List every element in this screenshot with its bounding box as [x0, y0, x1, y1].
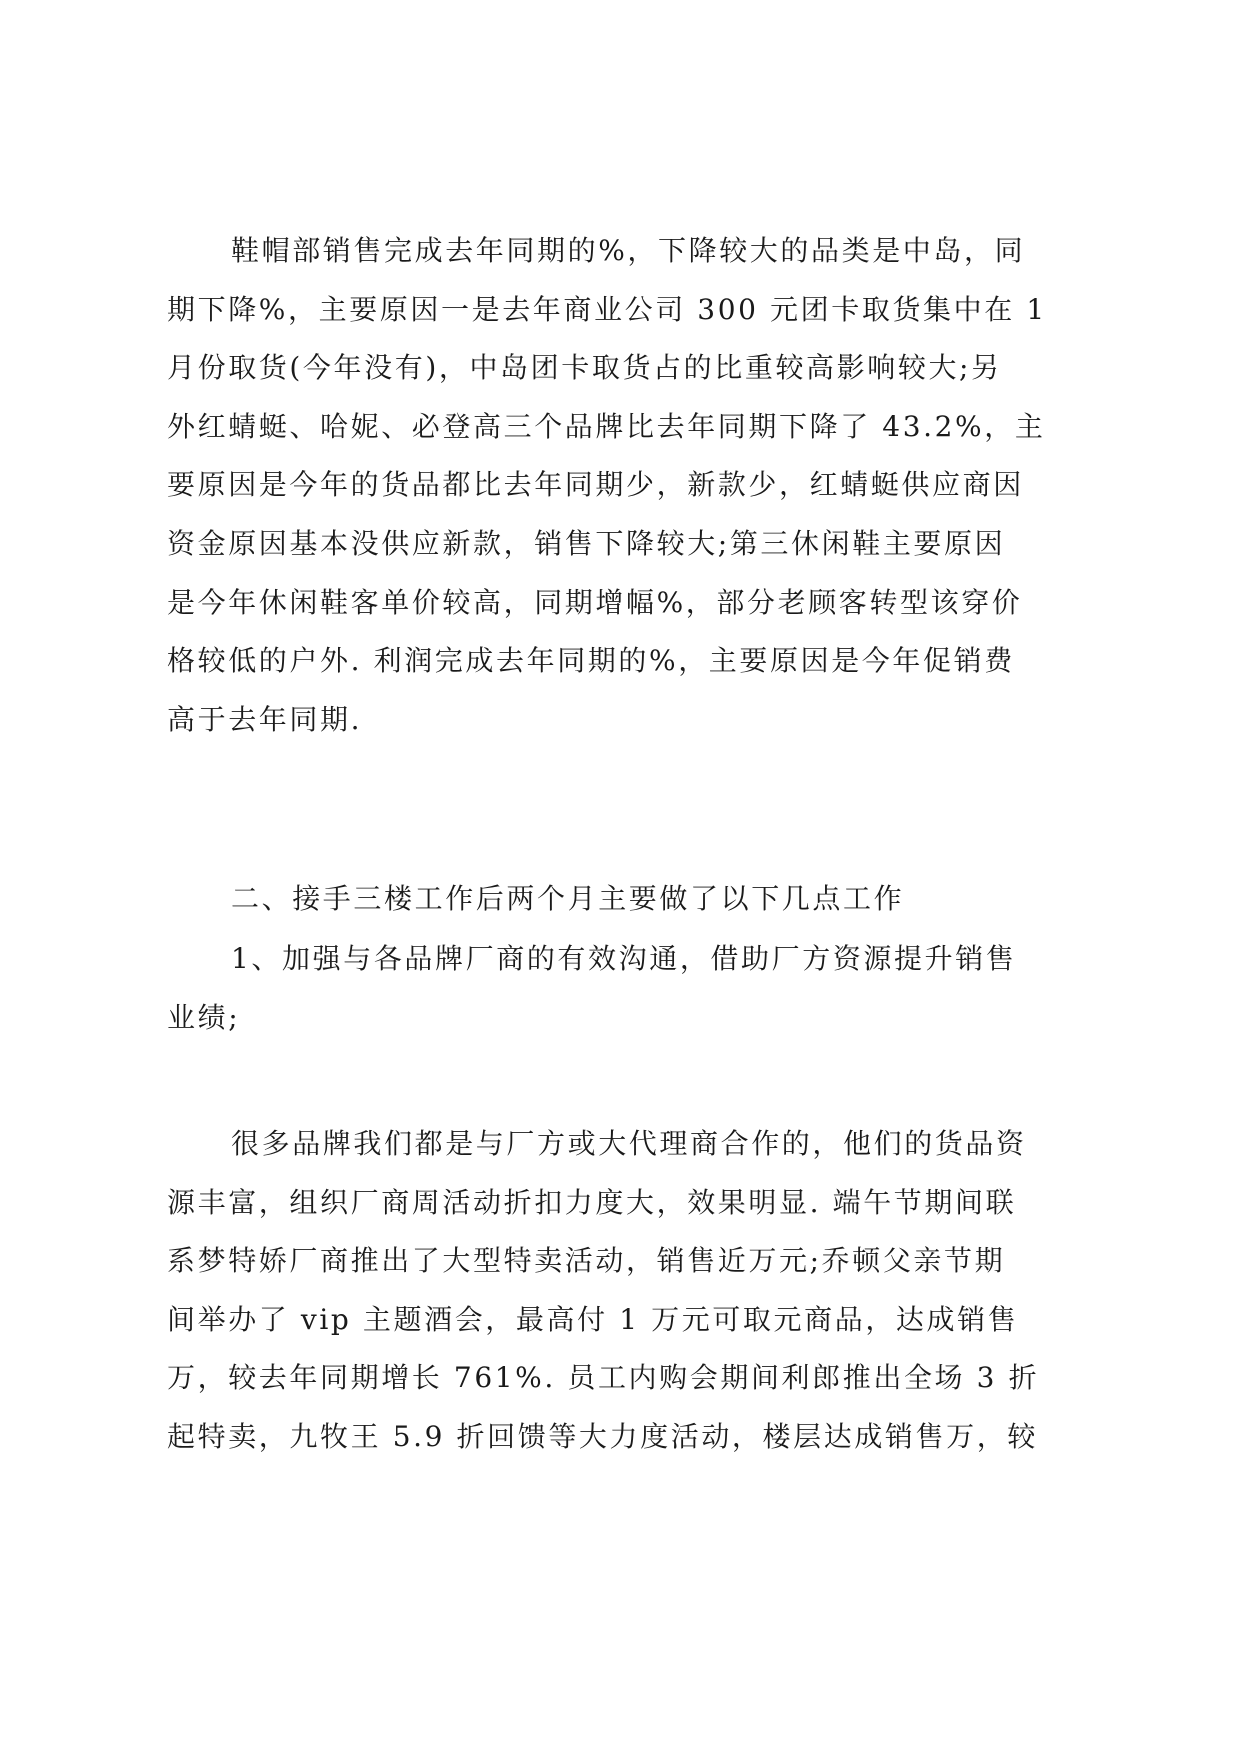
- text-line: 源丰富，组织厂商周活动折扣力度大，效果明显. 端午节期间联: [167, 1185, 1017, 1219]
- text-line: 业绩;: [167, 1000, 241, 1034]
- text-line: 1、加强与各品牌厂商的有效沟通，借助厂方资源提升销售: [231, 942, 1017, 975]
- text-line: 格较低的户外. 利润完成去年同期的%，主要原因是今年促销费: [167, 644, 1015, 678]
- text-line: 万，较去年同期增长 761%. 员工内购会期间利郎推出全场 3 折: [167, 1361, 1040, 1395]
- text-line: 高于去年同期.: [167, 702, 363, 736]
- text-line: 间举办了 vip 主题酒会，最高付 1 万元可取元商品，达成销售: [167, 1302, 1019, 1336]
- text-line: 起特卖，九牧王 5.9 折回馈等大力度活动，楼层达成销售万，较: [167, 1419, 1038, 1453]
- text-line: 月份取货(今年没有)，中岛团卡取货占的比重较高影响较大;另: [167, 351, 1002, 385]
- text-line: 外红蜻蜓、哈妮、必登高三个品牌比去年同期下降了 43.2%，主: [167, 409, 1046, 443]
- text-line: 系梦特娇厂商推出了大型特卖活动，销售近万元;乔顿父亲节期: [167, 1244, 1006, 1278]
- text-line: 要原因是今年的货品都比去年同期少，新款少，红蜻蜓供应商因: [167, 468, 1024, 502]
- section-heading-text: 二、接手三楼工作后两个月主要做了以下几点工作: [231, 882, 905, 915]
- list-item-1: [167, 930, 1087, 1047]
- paragraph-sales-analysis: [167, 222, 1087, 749]
- text-line: 期下降%，主要原因一是去年商业公司 300 元团卡取货集中在 1: [167, 292, 1047, 326]
- section-heading: [167, 870, 1087, 929]
- text-line: 鞋帽部销售完成去年同期的%，下降较大的品类是中岛，同: [231, 234, 1026, 267]
- text-line: 是今年休闲鞋客单价较高，同期增幅%，部分老顾客转型该穿价: [167, 585, 1023, 619]
- text-line: 很多品牌我们都是与厂方或大代理商合作的，他们的货品资: [231, 1127, 1027, 1160]
- paragraph-brand-cooperation: [167, 1115, 1087, 1467]
- text-line: 资金原因基本没供应新款，销售下降较大;第三休闲鞋主要原因: [167, 526, 1006, 560]
